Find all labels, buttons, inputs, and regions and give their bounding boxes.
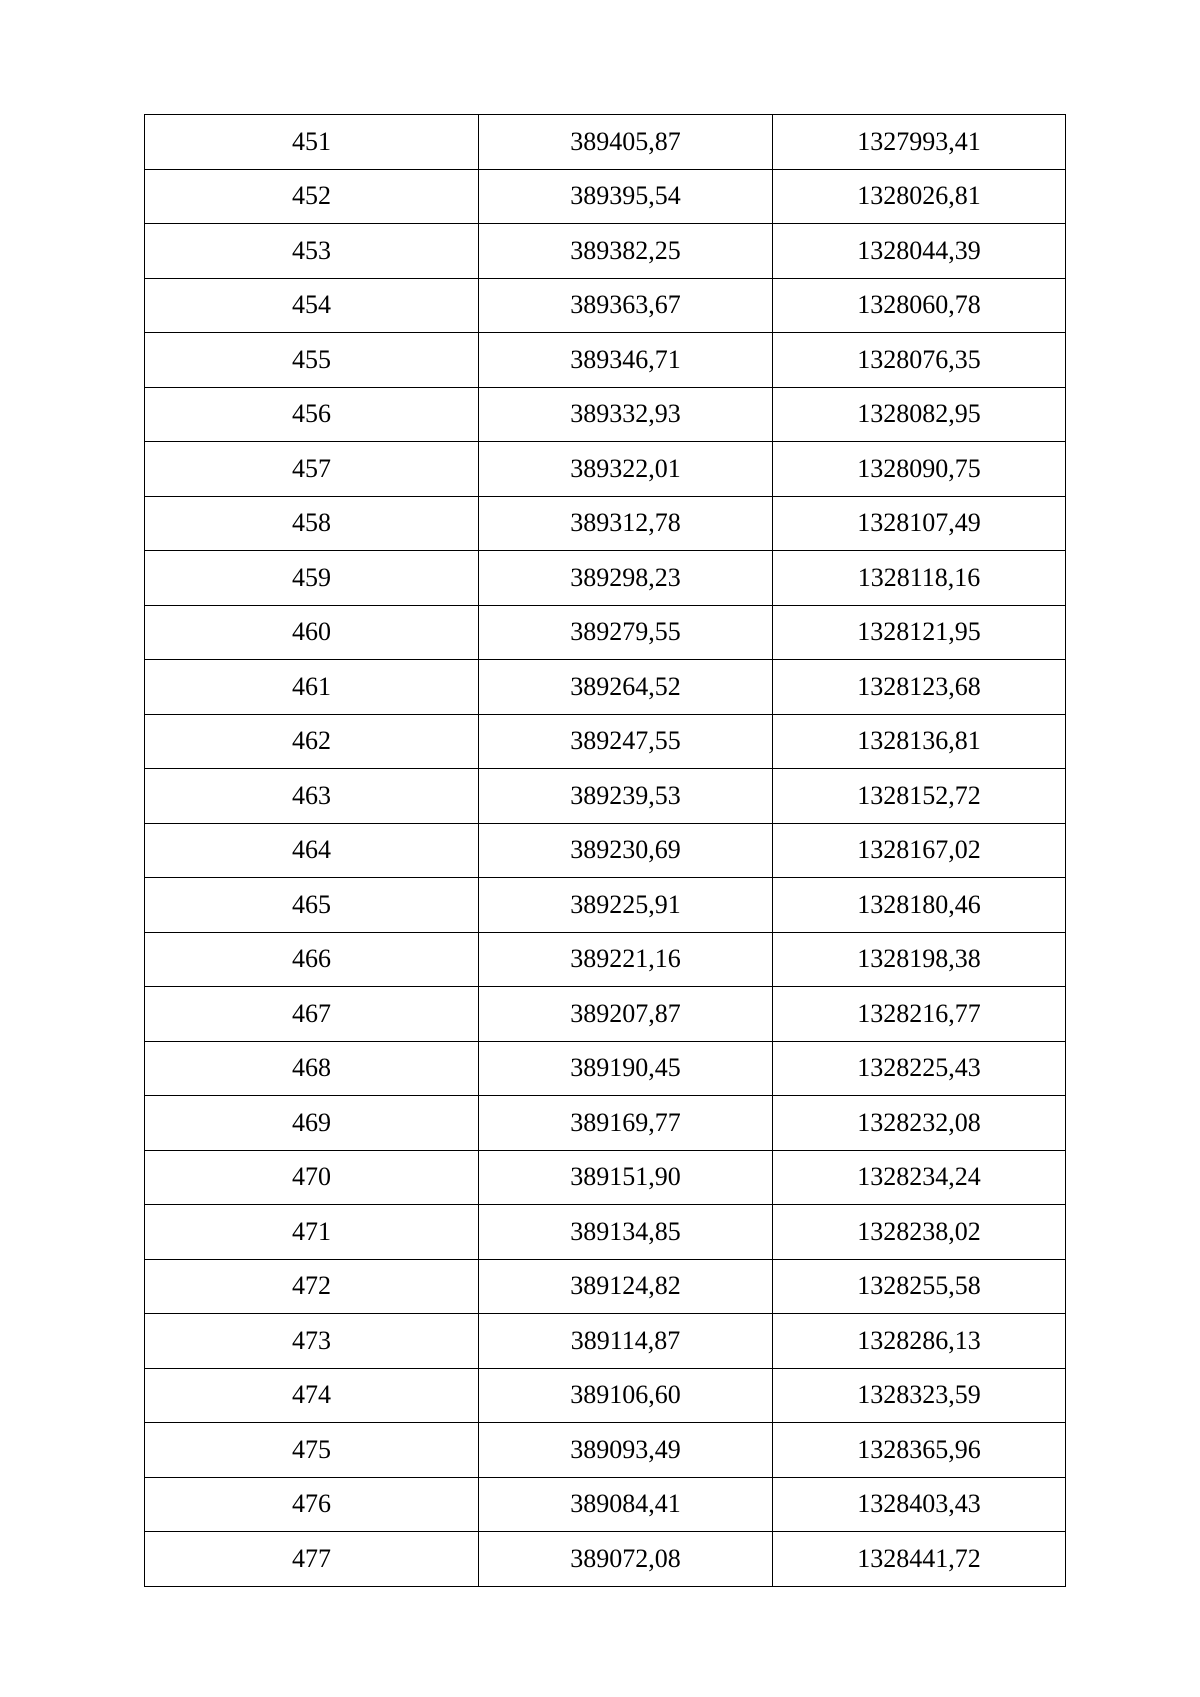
- x-coordinate-cell: 389395,54: [479, 169, 773, 224]
- y-coordinate-cell: 1328255,58: [773, 1259, 1066, 1314]
- table-row: [145, 1259, 1066, 1314]
- table-row: [145, 1532, 1066, 1587]
- y-coordinate-cell: 1328026,81: [773, 169, 1066, 224]
- table-row: [145, 333, 1066, 388]
- point-number-cell: 474: [145, 1368, 479, 1423]
- x-coordinate-cell: 389405,87: [479, 115, 773, 170]
- table-row: [145, 1368, 1066, 1423]
- point-number-cell: 455: [145, 333, 479, 388]
- point-number-cell: 460: [145, 605, 479, 660]
- y-coordinate-cell: 1328123,68: [773, 660, 1066, 715]
- table-row: [145, 878, 1066, 933]
- table-row: [145, 387, 1066, 442]
- x-coordinate-cell: 389072,08: [479, 1532, 773, 1587]
- table-row: [145, 169, 1066, 224]
- x-coordinate-cell: 389332,93: [479, 387, 773, 442]
- x-coordinate-cell: 389279,55: [479, 605, 773, 660]
- coordinates-table: [144, 114, 1066, 1587]
- point-number-cell: 458: [145, 496, 479, 551]
- table-row: [145, 442, 1066, 497]
- point-number-cell: 459: [145, 551, 479, 606]
- point-number-cell: 472: [145, 1259, 479, 1314]
- y-coordinate-cell: 1328076,35: [773, 333, 1066, 388]
- table-row: [145, 1314, 1066, 1369]
- table-row: [145, 551, 1066, 606]
- point-number-cell: 465: [145, 878, 479, 933]
- table-row: [145, 1096, 1066, 1151]
- y-coordinate-cell: 1328118,16: [773, 551, 1066, 606]
- table-row: [145, 660, 1066, 715]
- table-row: [145, 496, 1066, 551]
- x-coordinate-cell: 389084,41: [479, 1477, 773, 1532]
- y-coordinate-cell: 1328044,39: [773, 224, 1066, 279]
- point-number-cell: 473: [145, 1314, 479, 1369]
- point-number-cell: 463: [145, 769, 479, 824]
- point-number-cell: 477: [145, 1532, 479, 1587]
- table-row: [145, 823, 1066, 878]
- x-coordinate-cell: 389322,01: [479, 442, 773, 497]
- y-coordinate-cell: 1328180,46: [773, 878, 1066, 933]
- point-number-cell: 451: [145, 115, 479, 170]
- y-coordinate-cell: 1328167,02: [773, 823, 1066, 878]
- point-number-cell: 470: [145, 1150, 479, 1205]
- y-coordinate-cell: 1328107,49: [773, 496, 1066, 551]
- y-coordinate-cell: 1328136,81: [773, 714, 1066, 769]
- point-number-cell: 457: [145, 442, 479, 497]
- y-coordinate-cell: 1328234,24: [773, 1150, 1066, 1205]
- point-number-cell: 476: [145, 1477, 479, 1532]
- y-coordinate-cell: 1328403,43: [773, 1477, 1066, 1532]
- table-row: [145, 714, 1066, 769]
- table-row: [145, 1150, 1066, 1205]
- point-number-cell: 466: [145, 932, 479, 987]
- x-coordinate-cell: 389230,69: [479, 823, 773, 878]
- coordinates-table-body: [145, 115, 1066, 1587]
- x-coordinate-cell: 389124,82: [479, 1259, 773, 1314]
- table-row: [145, 115, 1066, 170]
- x-coordinate-cell: 389298,23: [479, 551, 773, 606]
- table-row: [145, 224, 1066, 279]
- table-row: [145, 769, 1066, 824]
- point-number-cell: 453: [145, 224, 479, 279]
- point-number-cell: 462: [145, 714, 479, 769]
- y-coordinate-cell: 1328225,43: [773, 1041, 1066, 1096]
- y-coordinate-cell: 1328082,95: [773, 387, 1066, 442]
- x-coordinate-cell: 389134,85: [479, 1205, 773, 1260]
- point-number-cell: 461: [145, 660, 479, 715]
- x-coordinate-cell: 389207,87: [479, 987, 773, 1042]
- table-row: [145, 1477, 1066, 1532]
- x-coordinate-cell: 389312,78: [479, 496, 773, 551]
- x-coordinate-cell: 389363,67: [479, 278, 773, 333]
- y-coordinate-cell: 1328060,78: [773, 278, 1066, 333]
- x-coordinate-cell: 389247,55: [479, 714, 773, 769]
- table-row: [145, 278, 1066, 333]
- y-coordinate-cell: 1328121,95: [773, 605, 1066, 660]
- table-row: [145, 605, 1066, 660]
- point-number-cell: 456: [145, 387, 479, 442]
- y-coordinate-cell: 1327993,41: [773, 115, 1066, 170]
- point-number-cell: 475: [145, 1423, 479, 1478]
- y-coordinate-cell: 1328286,13: [773, 1314, 1066, 1369]
- y-coordinate-cell: 1328441,72: [773, 1532, 1066, 1587]
- point-number-cell: 454: [145, 278, 479, 333]
- x-coordinate-cell: 389093,49: [479, 1423, 773, 1478]
- x-coordinate-cell: 389225,91: [479, 878, 773, 933]
- point-number-cell: 471: [145, 1205, 479, 1260]
- point-number-cell: 467: [145, 987, 479, 1042]
- x-coordinate-cell: 389221,16: [479, 932, 773, 987]
- point-number-cell: 464: [145, 823, 479, 878]
- x-coordinate-cell: 389106,60: [479, 1368, 773, 1423]
- point-number-cell: 469: [145, 1096, 479, 1151]
- table-row: [145, 1205, 1066, 1260]
- y-coordinate-cell: 1328323,59: [773, 1368, 1066, 1423]
- x-coordinate-cell: 389382,25: [479, 224, 773, 279]
- x-coordinate-cell: 389346,71: [479, 333, 773, 388]
- x-coordinate-cell: 389114,87: [479, 1314, 773, 1369]
- point-number-cell: 452: [145, 169, 479, 224]
- y-coordinate-cell: 1328152,72: [773, 769, 1066, 824]
- point-number-cell: 468: [145, 1041, 479, 1096]
- y-coordinate-cell: 1328365,96: [773, 1423, 1066, 1478]
- x-coordinate-cell: 389169,77: [479, 1096, 773, 1151]
- x-coordinate-cell: 389151,90: [479, 1150, 773, 1205]
- x-coordinate-cell: 389264,52: [479, 660, 773, 715]
- x-coordinate-cell: 389239,53: [479, 769, 773, 824]
- y-coordinate-cell: 1328090,75: [773, 442, 1066, 497]
- y-coordinate-cell: 1328216,77: [773, 987, 1066, 1042]
- table-row: [145, 932, 1066, 987]
- x-coordinate-cell: 389190,45: [479, 1041, 773, 1096]
- table-row: [145, 1041, 1066, 1096]
- y-coordinate-cell: 1328232,08: [773, 1096, 1066, 1151]
- y-coordinate-cell: 1328198,38: [773, 932, 1066, 987]
- table-row: [145, 1423, 1066, 1478]
- table-row: [145, 987, 1066, 1042]
- y-coordinate-cell: 1328238,02: [773, 1205, 1066, 1260]
